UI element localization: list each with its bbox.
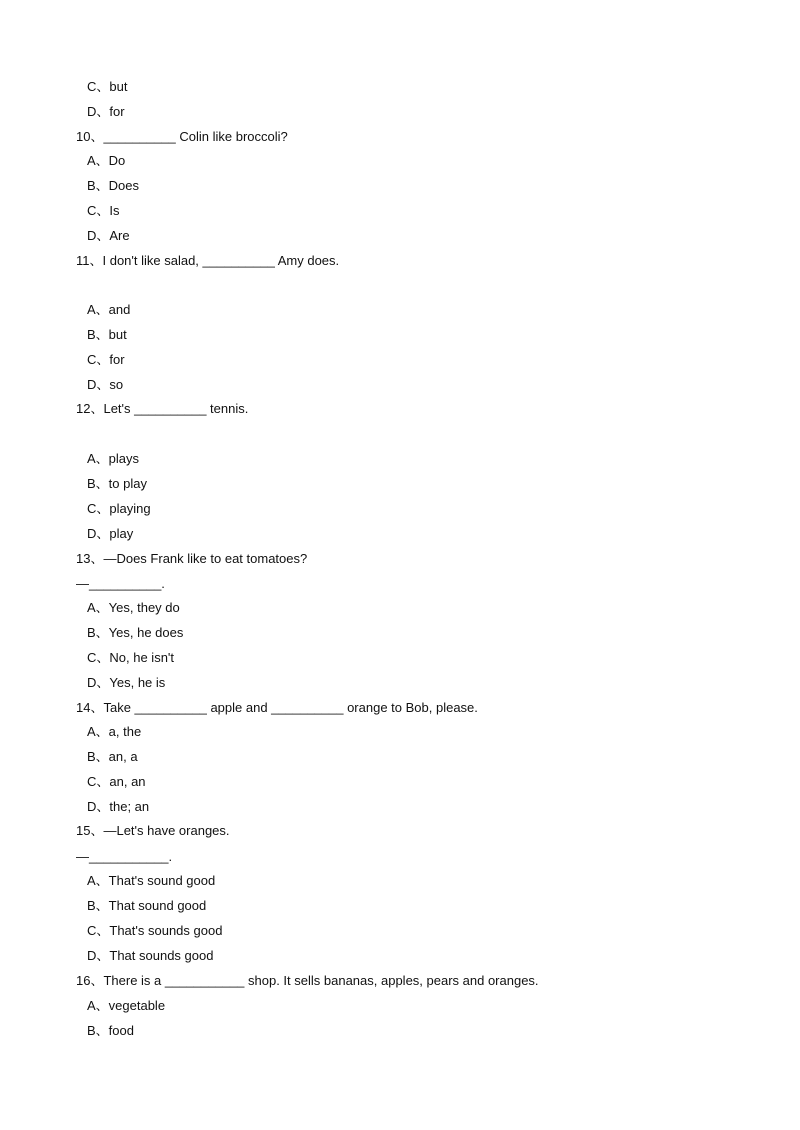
answer-option: A、plays bbox=[87, 451, 140, 466]
answer-option: D、Are bbox=[87, 228, 130, 243]
answer-option: B、food bbox=[87, 1023, 134, 1038]
answer-option: B、an, a bbox=[87, 749, 138, 764]
question-stem: 14、Take __________ apple and __________ orange to Bob, please. bbox=[76, 700, 478, 715]
question-stem: 15、—Let's have oranges. bbox=[76, 823, 230, 838]
answer-option: C、but bbox=[87, 79, 128, 94]
answer-option: C、That's sounds good bbox=[87, 923, 223, 938]
answer-option: B、to play bbox=[87, 476, 147, 491]
answer-option: A、vegetable bbox=[87, 998, 166, 1013]
answer-option: B、Yes, he does bbox=[87, 625, 184, 640]
answer-option: A、Do bbox=[87, 153, 126, 168]
question-stem: 13、—Does Frank like to eat tomatoes? bbox=[76, 551, 308, 566]
question-stem: 12、Let's __________ tennis. bbox=[76, 401, 249, 416]
answer-option: C、No, he isn't bbox=[87, 650, 175, 665]
answer-option: D、That sounds good bbox=[87, 948, 214, 963]
answer-option: B、That sound good bbox=[87, 898, 207, 913]
answer-option: C、for bbox=[87, 352, 125, 367]
answer-blank: —__________. bbox=[76, 576, 165, 591]
answer-option: D、for bbox=[87, 104, 125, 119]
answer-option: A、That's sound good bbox=[87, 873, 216, 888]
answer-blank: —___________. bbox=[76, 849, 173, 864]
answer-option: A、a, the bbox=[87, 724, 142, 739]
answer-option: C、playing bbox=[87, 501, 151, 516]
answer-option: D、so bbox=[87, 377, 124, 392]
answer-option: D、Yes, he is bbox=[87, 675, 166, 690]
answer-option: B、but bbox=[87, 327, 127, 342]
answer-option: C、an, an bbox=[87, 774, 146, 789]
answer-option: D、play bbox=[87, 526, 134, 541]
answer-option: D、the; an bbox=[87, 799, 150, 814]
question-stem: 11、I don't like salad, __________ Amy does. bbox=[76, 253, 340, 268]
question-stem: 10、__________ Colin like broccoli? bbox=[76, 129, 288, 144]
answer-option: B、Does bbox=[87, 178, 140, 193]
answer-option: A、and bbox=[87, 302, 131, 317]
answer-option: C、Is bbox=[87, 203, 120, 218]
answer-option: A、Yes, they do bbox=[87, 600, 180, 615]
question-stem: 16、There is a ___________ shop. It sells bananas, apples, pears and oranges. bbox=[76, 973, 539, 988]
